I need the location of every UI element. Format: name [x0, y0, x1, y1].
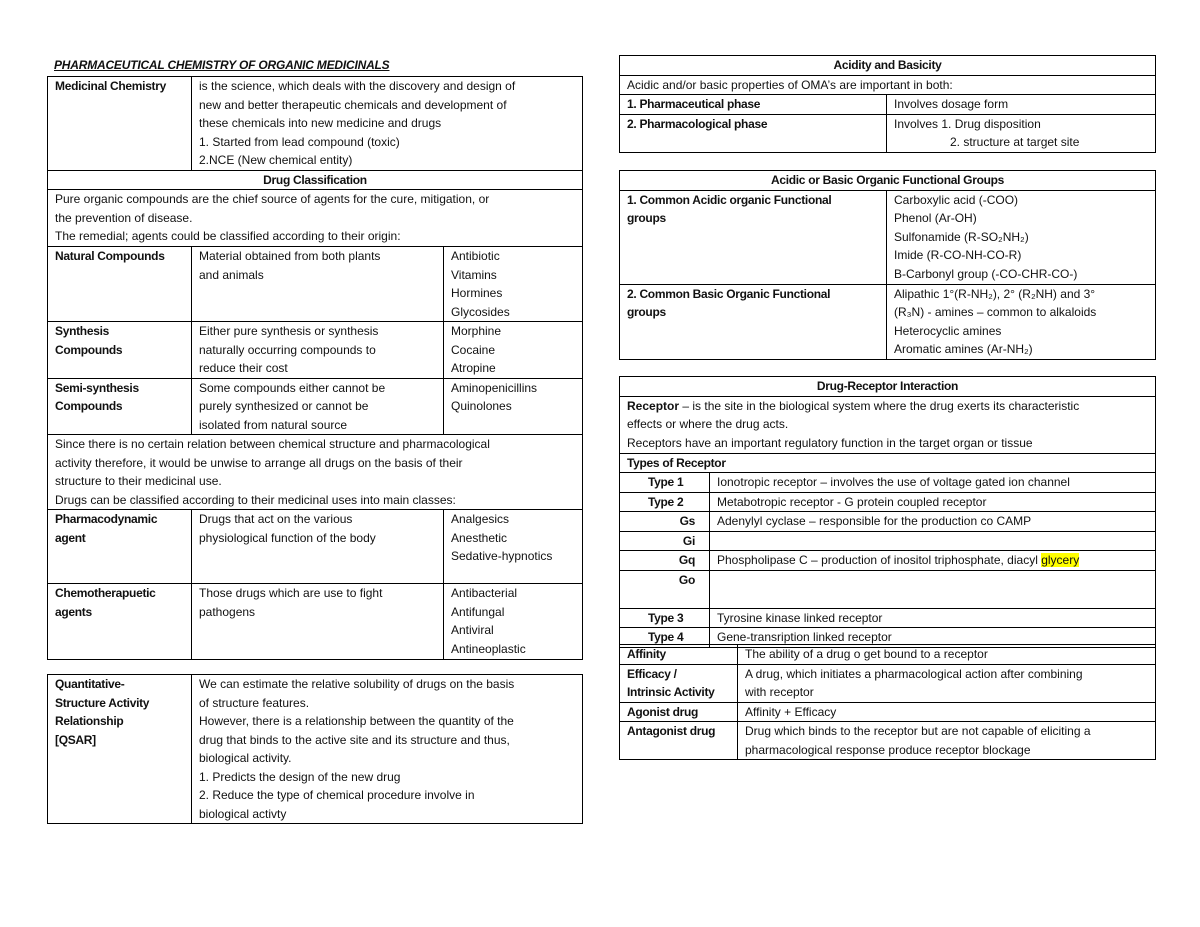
page-title: PHARMACEUTICAL CHEMISTRY OF ORGANIC MEDICINALS: [54, 58, 390, 72]
functional-groups-table: [619, 170, 1156, 360]
use-row: Chemotherapuetic agents Those drugs which are use to fight pathogens Antibacterial Antifungal Antiviral Antineoplastic: [48, 584, 583, 660]
use-row: Pharmacodynamic agent Drugs that act on the various physiological function of the body Analgesics Anesthetic Sedative-hypnotics: [48, 510, 583, 584]
qsar-table: [47, 674, 583, 824]
classification-note: Since there is no certain relation between chemical structure and pharmacological activity therefore, it would be unwise to arrange all drugs on the basis of their structure to their medicinal use. Drugs can be classified according to their medicinal uses into main classes:: [48, 435, 583, 510]
g-protein-row: Gi: [620, 531, 1156, 551]
qsar-definition: We can estimate the relative solubility of drugs on the basis of structure features. However, there is a relationship between the quantity of the drug that binds to the active site and its structure and thus, biological activity. 1. Predicts the design of the new drug 2. Reduce the type of chemical procedure involve in biological activty: [192, 675, 583, 824]
receptor-type-row: Type 4 Gene-transription linked receptor: [620, 628, 1156, 648]
qsar-term: Quantitative- Structure Activity Relationship [QSAR]: [48, 675, 192, 824]
classification-intro: Pure organic compounds are the chief source of agents for the cure, mitigation, or the prevention of disease. The remedial; agents could be classified according to their origin:: [48, 190, 583, 247]
phase-row: 2. Pharmacological phase Involves 1. Drug disposition 2. structure at target site: [620, 114, 1156, 152]
origin-row: Semi-synthesis Compounds Some compounds either cannot be purely synthesized or cannot be isolated from natural source Aminopenicillins Quinolones: [48, 378, 583, 435]
term-row: Agonist drug Affinity + Efficacy: [620, 702, 1156, 722]
acidity-intro: Acidic and/or basic properties of OMA’s are important in both:: [620, 75, 1156, 95]
receptor-definition: Receptor – is the site in the biological system where the drug exerts its characteristic effects or where the drug acts. Receptors have an important regulatory function in the target organ or tissue: [620, 396, 1156, 453]
drug-classification-heading: Drug Classification: [48, 170, 583, 190]
highlighted-text: glycery: [1041, 553, 1080, 567]
receptor-type-row: Type 2 Metabotropic receptor - G protein coupled receptor: [620, 492, 1156, 512]
medchem-term: Medicinal Chemistry: [48, 77, 192, 171]
drug-classification-table: [47, 76, 583, 660]
acidity-heading: Acidity and Basicity: [620, 56, 1156, 76]
receptor-terms-table: [619, 644, 1156, 760]
drug-receptor-table: [619, 376, 1156, 648]
types-heading: Types of Receptor: [620, 453, 1156, 473]
term-row: Efficacy / Intrinsic Activity A drug, which initiates a pharmacological action after combining with receptor: [620, 664, 1156, 702]
medchem-definition: is the science, which deals with the discovery and design of new and better therapeutic chemicals and development of these chemicals into new medicine and drugs 1. Started from lead compound (toxic) 2.NCE (New chemical entity): [192, 77, 583, 171]
origin-row: Synthesis Compounds Either pure synthesis or synthesis naturally occurring compounds to reduce their cost Morphine Cocaine Atropine: [48, 322, 583, 379]
origin-row: Natural Compounds Material obtained from both plants and animals Antibiotic Vitamins Hormines Glycosides: [48, 247, 583, 322]
receptor-heading: Drug-Receptor Interaction: [620, 377, 1156, 397]
receptor-type-row: Type 3 Tyrosine kinase linked receptor: [620, 608, 1156, 628]
g-protein-row: Gq Phospholipase C – production of inositol triphosphate, diacyl glycery: [620, 551, 1156, 571]
functional-group-row: 2. Common Basic Organic Functional groups Alipathic 1°(R-NH₂), 2° (R₂NH) and 3° (R₃N) - amines – common to alkaloids Heterocyclic amines Aromatic amines (Ar-NH₂): [620, 284, 1156, 359]
functional-groups-heading: Acidic or Basic Organic Functional Groups: [620, 171, 1156, 191]
receptor-type-row: Type 1 Ionotropic receptor – involves the use of voltage gated ion channel: [620, 473, 1156, 493]
g-protein-row: Gs Adenylyl cyclase – responsible for the production co CAMP: [620, 512, 1156, 532]
term-row: Antagonist drug Drug which binds to the receptor but are not capable of eliciting a pharmacological response produce receptor blockage: [620, 722, 1156, 760]
functional-group-row: 1. Common Acidic organic Functional groups Carboxylic acid (-COO) Phenol (Ar-OH) Sulfonamide (R-SO₂NH₂) Imide (R-CO-NH-CO-R) B-Carbonyl group (-CO-CHR-CO-): [620, 190, 1156, 284]
term-row: Affinity The ability of a drug o get bound to a receptor: [620, 645, 1156, 665]
acidity-basicity-table: [619, 55, 1156, 153]
g-protein-row: Go: [620, 570, 1156, 608]
phase-row: 1. Pharmaceutical phase Involves dosage form: [620, 95, 1156, 115]
